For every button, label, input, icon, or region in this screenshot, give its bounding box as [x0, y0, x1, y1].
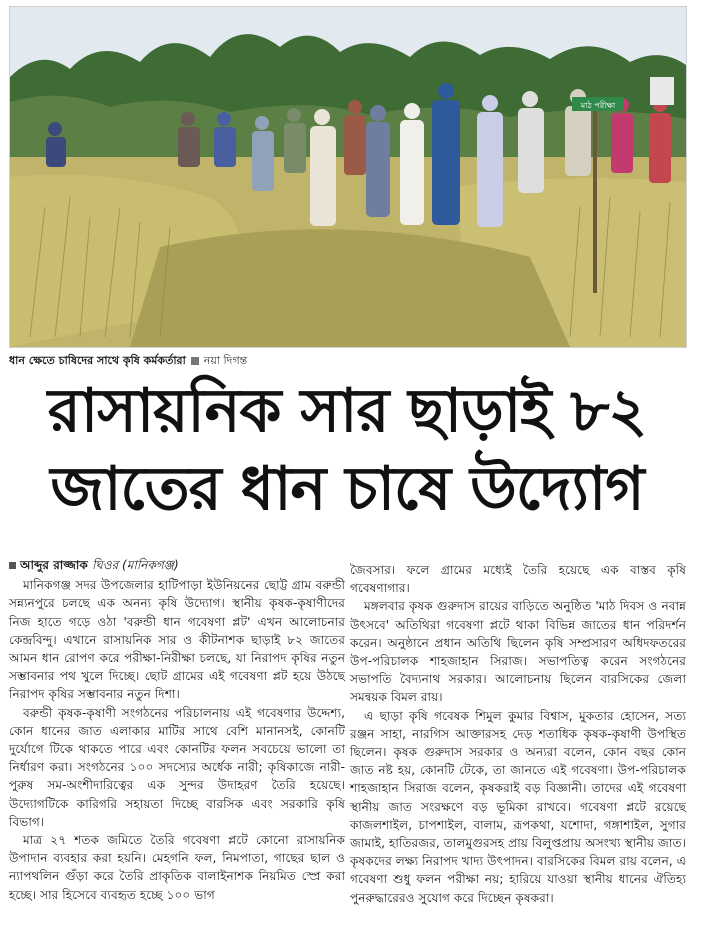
- headline: [9, 372, 685, 528]
- byline-author: আব্দুর রাজ্জাক: [20, 558, 88, 572]
- paragraph: জৈবসার। ফলে গ্রামের মধ্যেই তৈরি হয়েছে এক বাস্তব কৃষি গবেষণাগার।: [350, 563, 686, 596]
- headline-line-1: রাসায়নিক সার ছাড়াই ৮২: [47, 376, 647, 446]
- photo-sign-text: মাঠ পরীক্ষা: [580, 101, 616, 110]
- paragraph: বরুন্ডী কৃষক-কৃষাণী সংগঠনের পরিচালনায় এই গবেষণার উদ্দেশ্য, কোন ধানের জাত এলাকার মাটির সাথে বেশি মানানসই, কোনটি দুর্যোগে টিকে থাকতে পারে এবং কোনটির ফলন সবচেয়ে ভালো তা নির্ধারণ করা। সংগঠনের ১০০ সদস্যের অর্ধেক নারী; কৃষিকাজে নারী-পুরুষ সম-অংশীদারিত্বের এক সুন্দর উদাহরণ তৈরি হয়েছে। উদ্যোগটিকে কারিগরি সহায়তা দিচ্ছে বারসিক এবং সরকারি কৃষি বিভাগ।: [9, 705, 345, 829]
- article-column-right: [350, 561, 686, 907]
- separator-square-icon: [191, 357, 199, 365]
- byline-location: ঘিওর (মানিকগঞ্জ): [91, 558, 179, 572]
- field-photo-illustration: [10, 7, 686, 347]
- byline: [9, 556, 345, 574]
- headline-line-2: জাতের ধান চাষে উদ্যোগ: [50, 454, 644, 524]
- paragraph: মানিকগঞ্জ সদর উপজেলার হাটিপাড়া ইউনিয়নের ছোট্ট গ্রাম বরুন্ডী সন্ন্যনপুরে চলছে এক অনন্য কৃষি উদ্যোগ। স্থানীয় কৃষক-কৃষাণীদের নিজ হাতে গড়ে ওঠা 'বরুন্ডী ধান গবেষণা প্লট' এখন আলোচনার কেন্দ্রবিন্দু। এখানে রাসায়নিক সার ও কীটনাশক ছাড়াই ৮২ জাতের আমন ধান রোপণ করে পরীক্ষা-নিরীক্ষা চলছে, যা নিরাপদ কৃষির নতুন সম্ভাবনার পথ খুলে দিচ্ছে। ছোট গ্রামের এই গবেষণা প্লট হয়ে উঠছে নিরাপদ কৃষির সম্ভাবনার নতুন দিশা।: [9, 578, 345, 702]
- byline-square-icon: [9, 562, 16, 569]
- caption-text: ধান ক্ষেতে চাষিদের সাথে কৃষি কর্মকর্তারা: [9, 354, 186, 367]
- paragraph: মঙ্গলবার কৃষক গুরুদাস রায়ের বাড়িতে অনুষ্ঠিত 'মাঠ দিবস ও নবান্ন উৎসবে' অতিথিরা গবেষণা প্লটে থাকা বিভিন্ন জাতের ধান পরিদর্শন করেন। অনুষ্ঠানে প্রধান অতিথি ছিলেন কৃষি সম্প্রসারণ অধিদফতরের উপ-পরিচালক শাহজাহান সিরাজ। সভাপতিত্ব করেন সংগঠনের সভাপতি বৈদ্যনাথ সরকার। আলোচনায় ছিলেন বারসিকের জেলা সমন্বয়ক বিমল রায়।: [350, 599, 686, 705]
- photo-caption: [9, 352, 685, 370]
- photo-credit: নয়া দিগন্ত: [203, 354, 248, 367]
- paragraph: মাত্র ২৭ শতক জমিতে তৈরি গবেষণা প্লটে কোনো রাসায়নিক উপাদান ব্যবহার করা হয়নি। মেহগনি ফল, নিমপাতা, গাছের ছাল ও ন্যাপথলিন গুঁড়া করে তৈরি প্রাকৃতিক বালাইনাশক নিয়মিত স্প্রে করা হচ্ছে। সার হিসেবে ব্যবহৃত হচ্ছে ১০০ ভাগ: [9, 833, 345, 902]
- paragraph: এ ছাড়া কৃষি গবেষক শিমুল কুমার বিশ্বাস, মুকতার হোসেন, সত্য রঞ্জন সাহা, নারগিস আক্তারসহ দেড় শতাধিক কৃষক-কৃষাণী উপস্থিত ছিলেন। কৃষক গুরুদাস সরকার ও অন্যরা বলেন, কোন বছর কোন জাত নষ্ট হয়, কোনটি টেকে, তা জানতে এই গবেষণা। উপ-পরিচালক শাহজাহান সিরাজ বলেন, কৃষকরাই বড় বিজ্ঞানী। তাদের এই গবেষণা স্থানীয় জাত সংরক্ষণে বড় ভূমিকা রাখবে। গবেষণা প্লটে রয়েছে কাজলশাইল, চাপশাইল, বালাম, রূপকথা, যশোদা, গঙ্গাশাইল, সুগার জামাই, হাতিরজর, তালমুগুরসহ প্রায় বিলুপ্তপ্রায় অসংখ্য স্থানীয় জাত। কৃষকদের লক্ষ্য নিরাপদ খাদ্য উৎপাদন। বারসিকের বিমল রায় বলেন, এ গবেষণা শুধু ফলন পরীক্ষা নয়; হারিয়ে যাওয়া স্থানীয় ধানের ঐতিহ্য পুনরুদ্ধারেরও সুযোগ করে দিচ্ছেন কৃষকরা।: [350, 708, 686, 905]
- article-column-left: [9, 556, 345, 904]
- news-photo: [9, 6, 687, 348]
